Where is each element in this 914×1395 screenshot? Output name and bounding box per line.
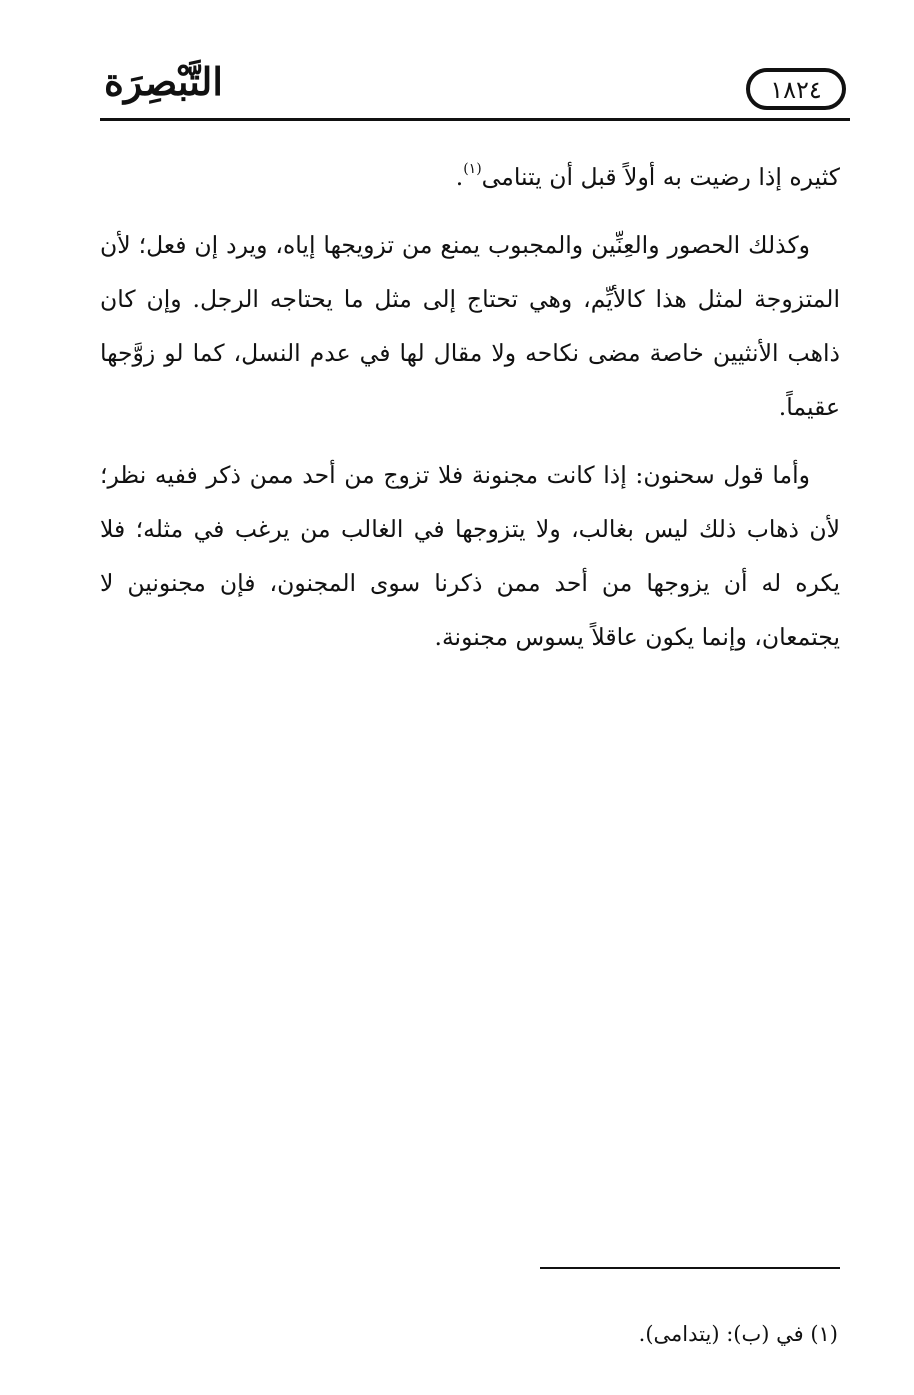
book-title: التَّبْصِرَة (104, 59, 223, 104)
main-text (100, 150, 840, 678)
page-number: ١٨٢٤ (770, 76, 822, 104)
footnote-separator (540, 1267, 840, 1269)
paragraph-text: كثيره إذا رضيت به أولاً قبل أن يتنامى (481, 163, 840, 191)
header-rule (100, 118, 850, 121)
footnote-reference: (١) (463, 161, 482, 177)
footnote: (١) في (ب): (يتدامى). (638, 1322, 838, 1346)
paragraph (100, 150, 840, 204)
page-number-badge (746, 68, 846, 110)
paragraph: وكذلك الحصور والعِنِّين والمجبوب يمنع من تزويجها إياه، ويرد إن فعل؛ لأن المتزوجة لمثل هذا كالأيِّم، وهي تحتاج إلى مثل ما يحتاجه الرجل. وإن كان ذاهب الأنثيين خاصة مضى نكاحه ولا مقال لها في عدم النسل، كما لو زوَّجها عقيماً. (100, 231, 840, 421)
page-header (100, 52, 850, 128)
paragraph: وأما قول سحنون: إذا كانت مجنونة فلا تزوج من أحد ممن ذكر ففيه نظر؛ لأن ذهاب ذلك ليس بغالب، ولا يتزوجها في الغالب من يرغب في مثله؛ فلا يكره له أن يزوجها من أحد ممن ذكرنا سوى المجنون، فإن مجنونين لا يجتمعان، وإنما يكون عاقلاً يسوس مجنونة. (100, 461, 840, 651)
paragraph-end-punct: . (455, 163, 464, 191)
